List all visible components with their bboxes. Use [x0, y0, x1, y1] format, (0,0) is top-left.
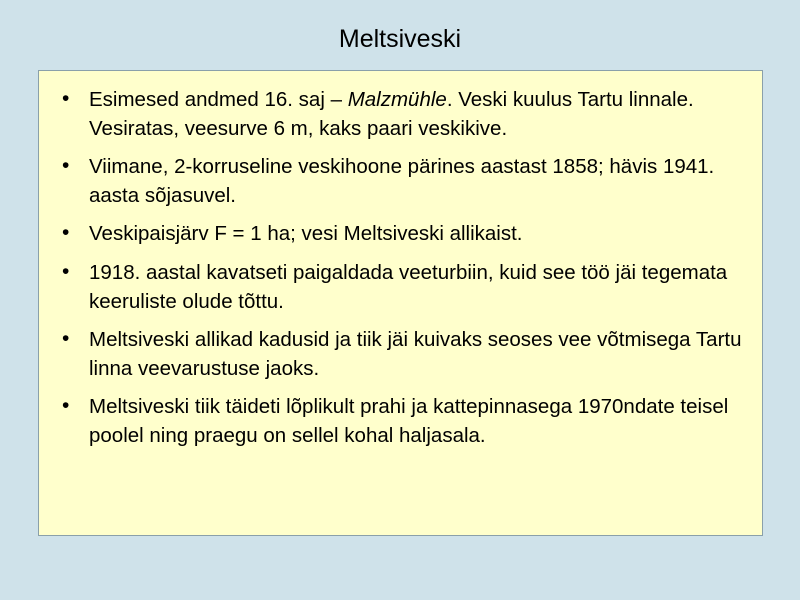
bullet-list — [55, 85, 746, 450]
list-item — [55, 219, 746, 248]
list-item-text: Malzmühle — [347, 88, 447, 111]
list-item-text: Esimesed andmed 16. saj – — [89, 88, 348, 111]
list-item — [55, 325, 746, 383]
page-title: Meltsiveski — [338, 25, 462, 53]
list-item — [55, 392, 746, 450]
list-item — [55, 85, 746, 143]
list-item-text: Viimane, 2-korruseline veskihoone pärines aastast 1858; hävis 1941. aasta sõjasuvel. — [89, 155, 715, 208]
list-item-text: Meltsiveski allikad kadusid ja tiik jäi kuivaks seoses vee võtmisega Tartu linna veevarustuse jaoks. — [89, 327, 742, 380]
list-item-text: Meltsiveski tiik täideti lõplikult prahi ja kattepinnasega 1970ndate teisel poolel ning praegu on sellel kohal haljasala. — [89, 394, 729, 448]
list-item-text: Veskipaisjärv F = 1 ha; vesi Meltsiveski allikaist. — [89, 222, 523, 246]
list-item — [55, 152, 746, 210]
list-item-text: 1918. aastal kavatseti paigaldada veeturbiin, kuid see töö jäi tegemata keeruliste olude tõttu. — [89, 260, 728, 313]
content-panel — [38, 70, 763, 536]
list-item — [55, 258, 746, 316]
list-item-text: . Veski kuulus Tartu linnale. Vesiratas, veesurve 6 m, kaks paari veskikive. — [89, 88, 694, 141]
